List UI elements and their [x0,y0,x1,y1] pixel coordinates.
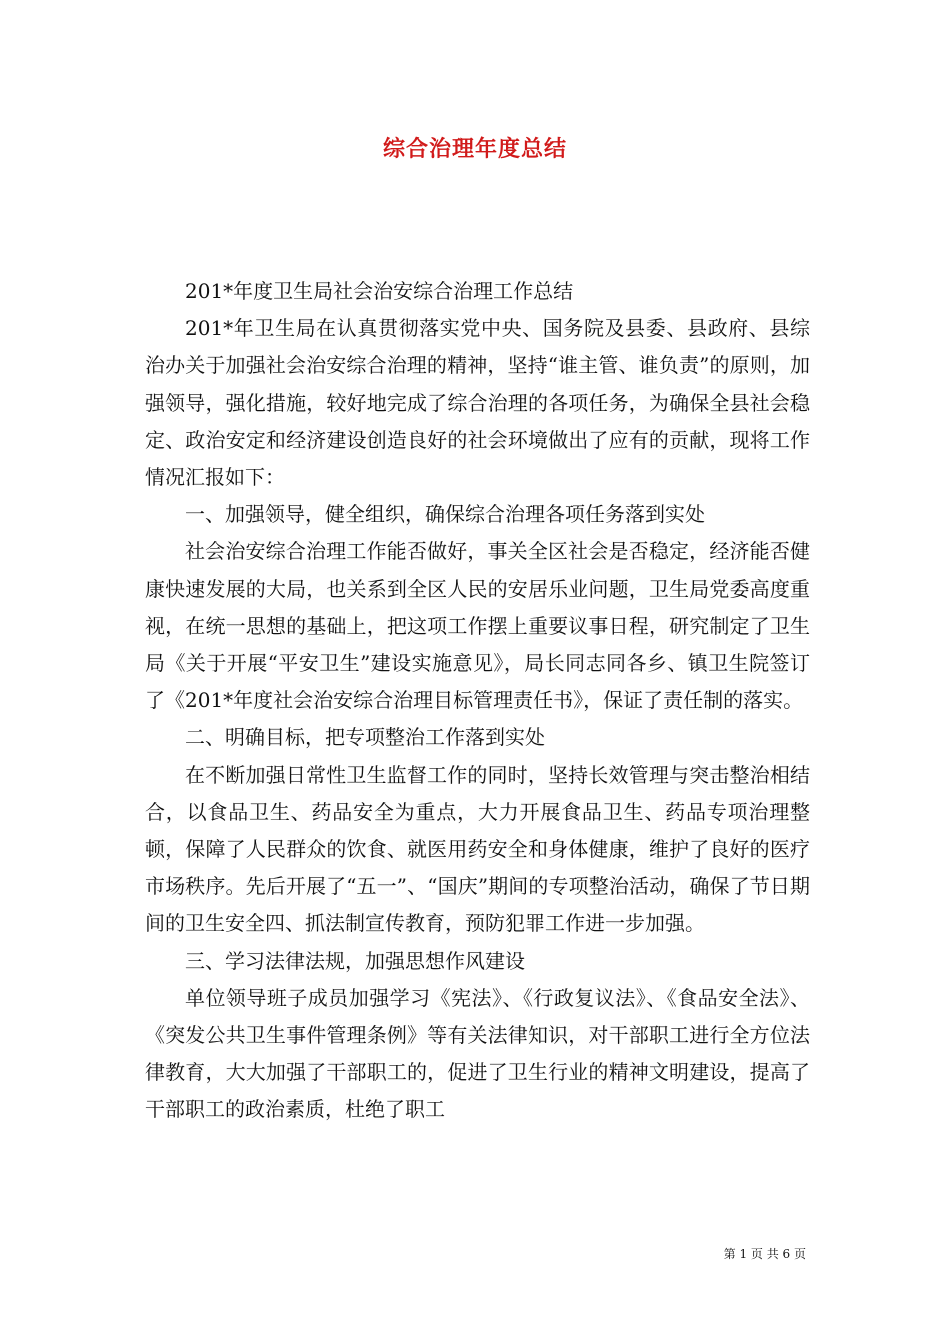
footer-suffix: 页 [790,1247,806,1261]
footer-total-pages: 6 [782,1247,791,1261]
paragraph-report-heading: 201*年度卫生局社会治安综合治理工作总结 [185,279,574,303]
paragraph-intro: 201*年卫生局在认真贯彻落实党中央、国务院及县委、县政府、县综治办关于加强社会治安综合治理的精神，坚持“谁主管、谁负责”的原则，加强领导，强化措施，较好地完成了综合治理的各项任务，为确保全县社会稳定、政治安定和经济建设创造良好的社会环境做出了应有的贡献，现将工作情况汇报如下： [145,316,810,490]
paragraph-section-3: 单位领导班子成员加强学习《宪法》、《行政复议法》、《食品安全法》、《突发公共卫生事件管理条例》等有关法律知识，对干部职工进行全方位法律教育，大大加强了干部职工的，促进了卫生行业的精神文明建设，提高了干部职工的政治素质，杜绝了职工 [145,985,810,1122]
document-title: 综合治理年度总结 [382,136,567,162]
footer-prefix: 第 [723,1247,740,1261]
section-heading-1: 一、加强领导，健全组织，确保综合治理各项任务落到实处 [185,502,705,527]
paragraph-section-2: 在不断加强日常性卫生监督工作的同时，坚持长效管理与突击整治相结合，以食品卫生、药品安全为重点，大力开展食品卫生、药品专项治理整顿，保障了人民群众的饮食、就医用药安全和身体健康，维护了良好的医疗市场秩序。先后开展了“五一”、“国庆”期间的专项整治活动，确保了节日期间的卫生安全四、抓法制宣传教育，预防犯罪工作进一步加强。 [145,762,810,936]
footer-middle: 页 共 [747,1247,783,1261]
footer-current-page: 1 [739,1247,748,1261]
document-body [145,273,810,1129]
section-heading-3: 三、学习法律法规，加强思想作风建设 [185,948,525,973]
page-number-footer [724,1246,806,1262]
paragraph-section-1: 社会治安综合治理工作能否做好，事关全区社会是否稳定，经济能否健康快速发展的大局，也关系到全区人民的安居乐业问题，卫生局党委高度重视，在统一思想的基础上，把这项工作摆上重要议事日程，研究制定了卫生局《关于开展“平安卫生”建设实施意见》，局长同志同各乡、镇卫生院签订了《201*年度社会治安综合治理目标管理责任书》，保证了责任制的落实。 [145,539,810,713]
section-heading-2: 二、明确目标，把专项整治工作落到实处 [185,725,545,750]
